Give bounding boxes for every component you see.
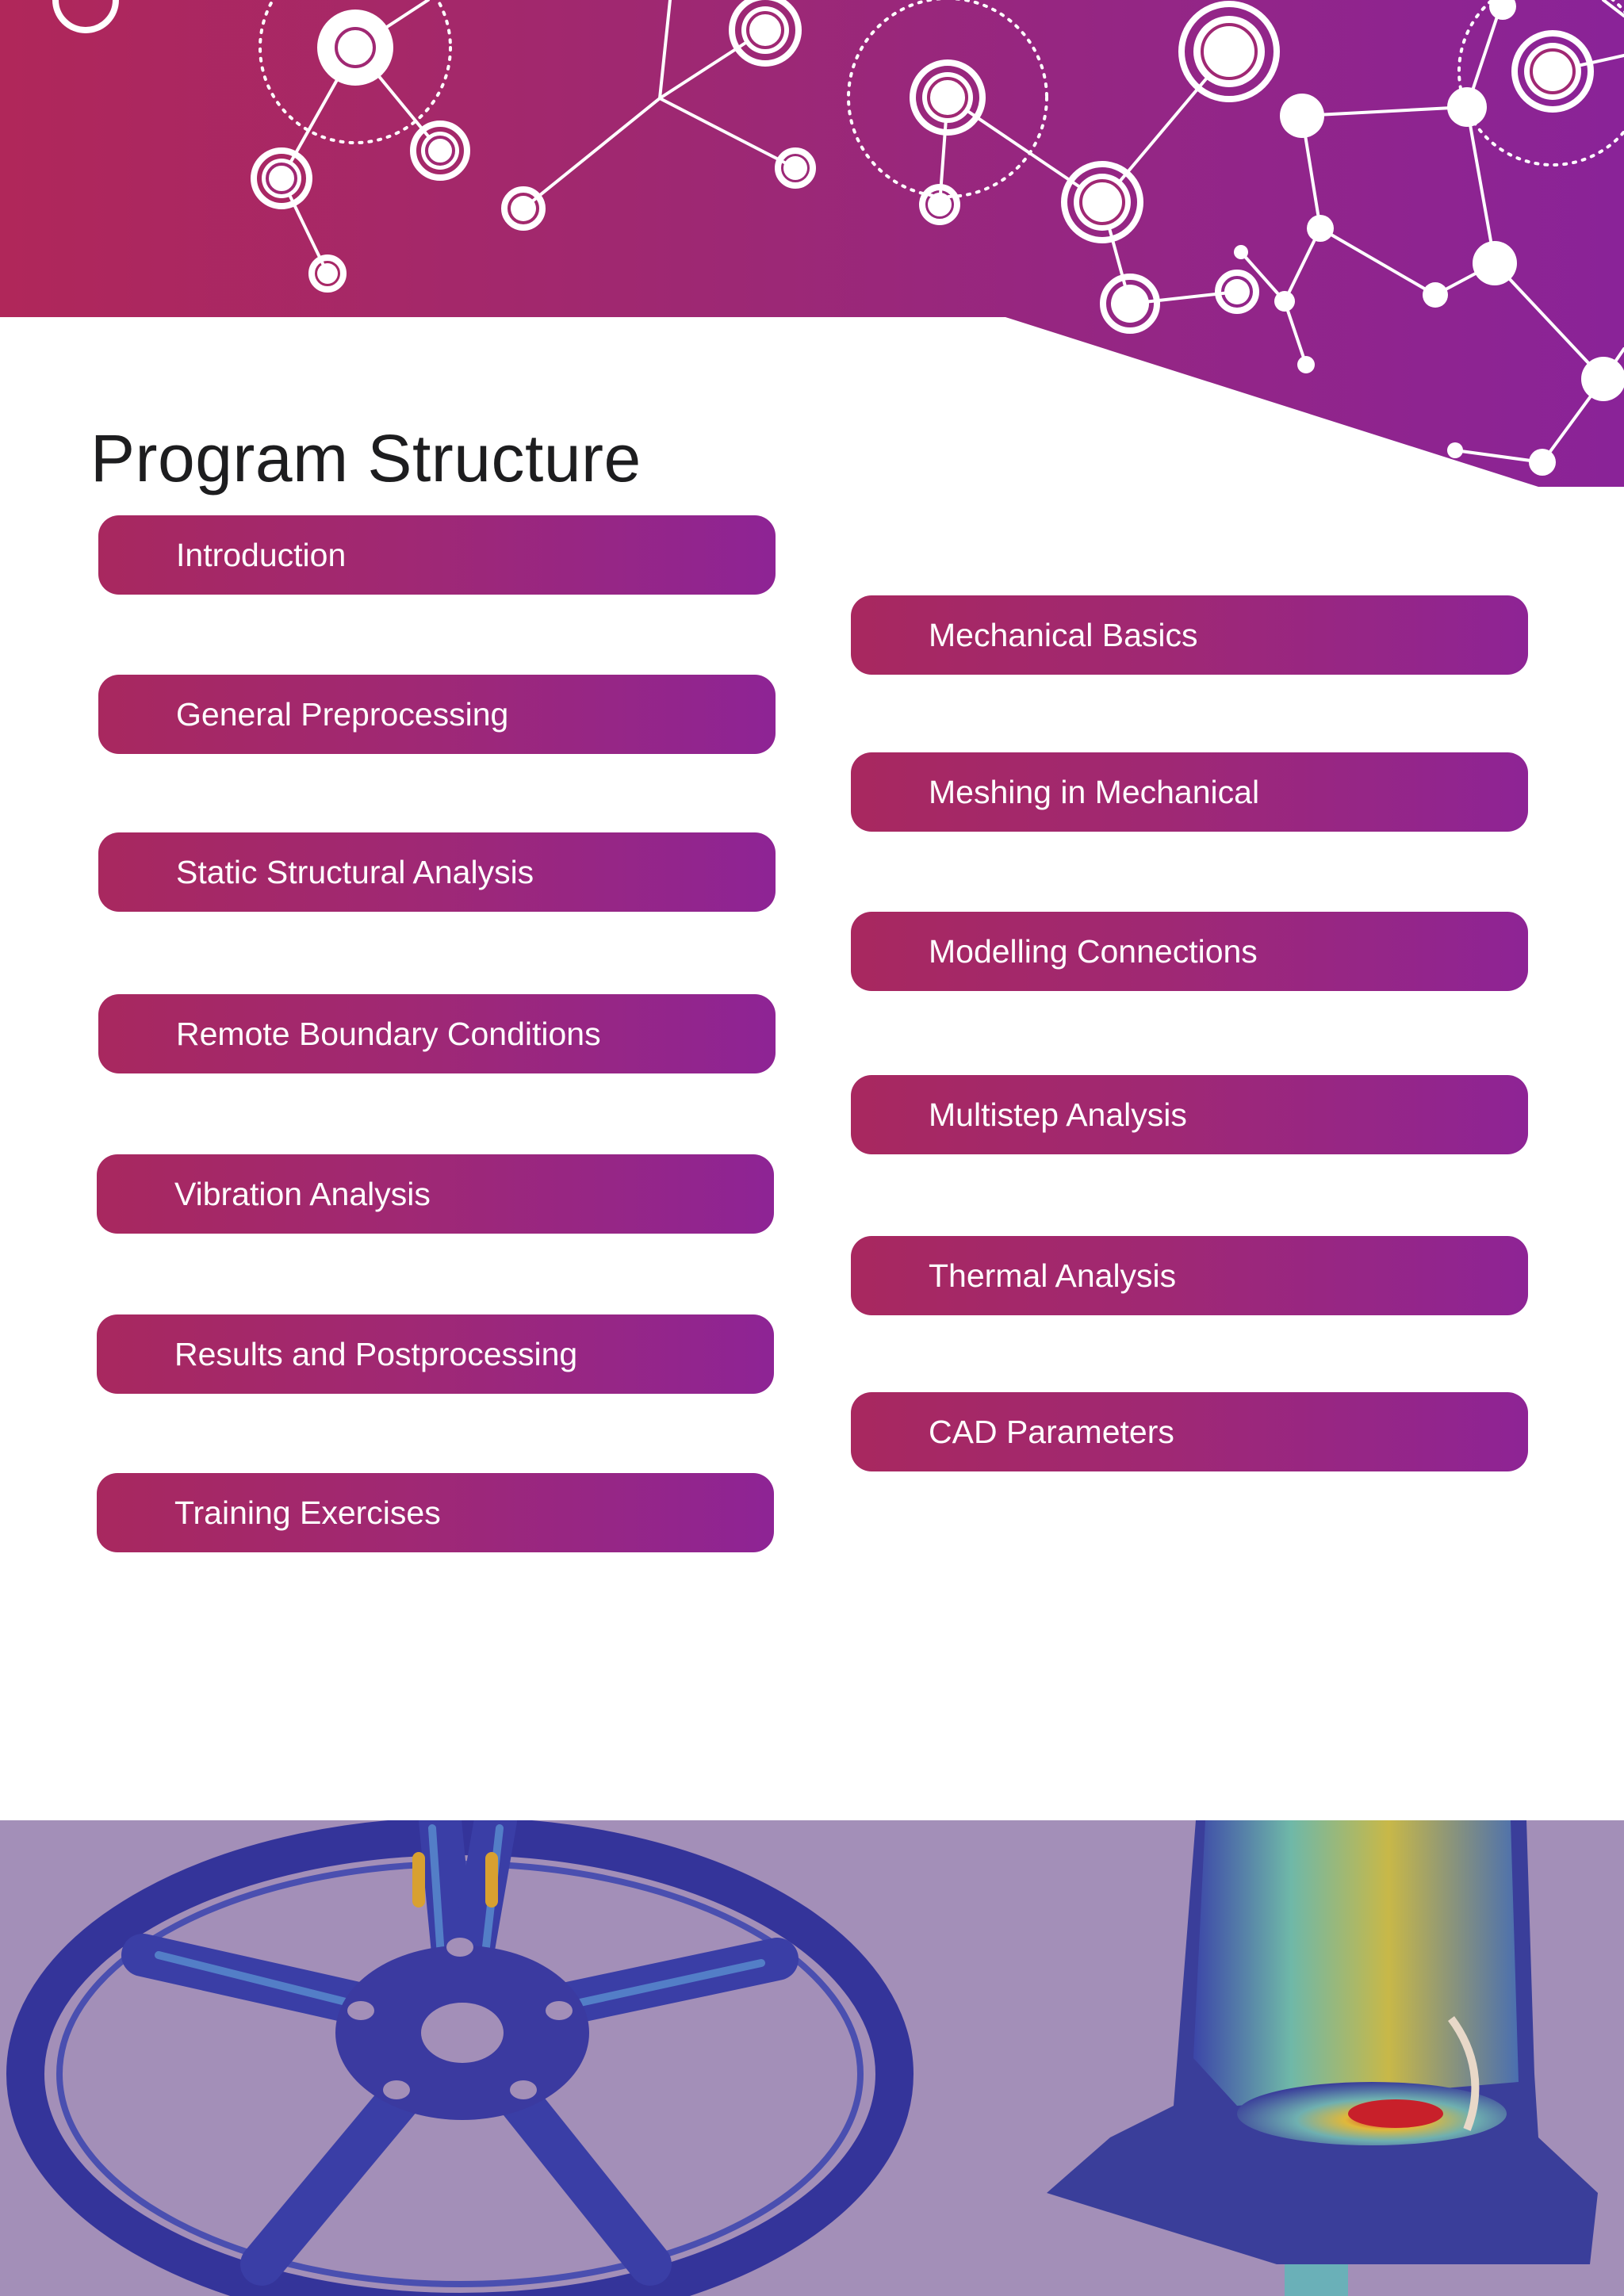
module-training-exercises[interactable] [97,1473,774,1552]
module-label: Thermal Analysis [929,1257,1177,1294]
module-label: CAD Parameters [929,1413,1174,1450]
module-thermal-analysis[interactable] [851,1236,1528,1315]
module-multistep-analysis[interactable] [851,1075,1528,1154]
module-label: Vibration Analysis [174,1175,431,1212]
module-label: Multistep Analysis [929,1096,1187,1133]
module-meshing-in-mechanical[interactable] [851,752,1528,832]
module-label: Remote Boundary Conditions [176,1015,601,1052]
module-label: Static Structural Analysis [176,853,534,890]
module-results-and-postprocessing[interactable] [97,1314,774,1394]
page-title: Program Structure [90,421,642,496]
turbine-blade-simulation-image [1047,1820,1598,2296]
wheel-simulation-image [25,1820,894,2296]
module-label: Modelling Connections [929,932,1258,970]
module-mechanical-basics[interactable] [851,595,1528,675]
module-label: Results and Postprocessing [174,1335,578,1372]
module-static-structural-analysis[interactable] [98,832,776,912]
module-label: Introduction [176,536,347,573]
module-modelling-connections[interactable] [851,912,1528,991]
module-label: General Preprocessing [176,695,509,733]
simulation-images-strip [0,1820,1624,2296]
module-label: Training Exercises [174,1494,441,1531]
module-label: Meshing in Mechanical [929,773,1260,810]
module-remote-boundary-conditions[interactable] [98,994,776,1073]
header-network-graphic [0,0,1624,492]
simulation-illustration [0,1820,1624,2296]
module-label: Mechanical Basics [929,616,1198,653]
module-introduction[interactable] [98,515,776,595]
module-general-preprocessing[interactable] [98,675,776,754]
module-cad-parameters[interactable] [851,1392,1528,1471]
module-vibration-analysis[interactable] [97,1154,774,1234]
